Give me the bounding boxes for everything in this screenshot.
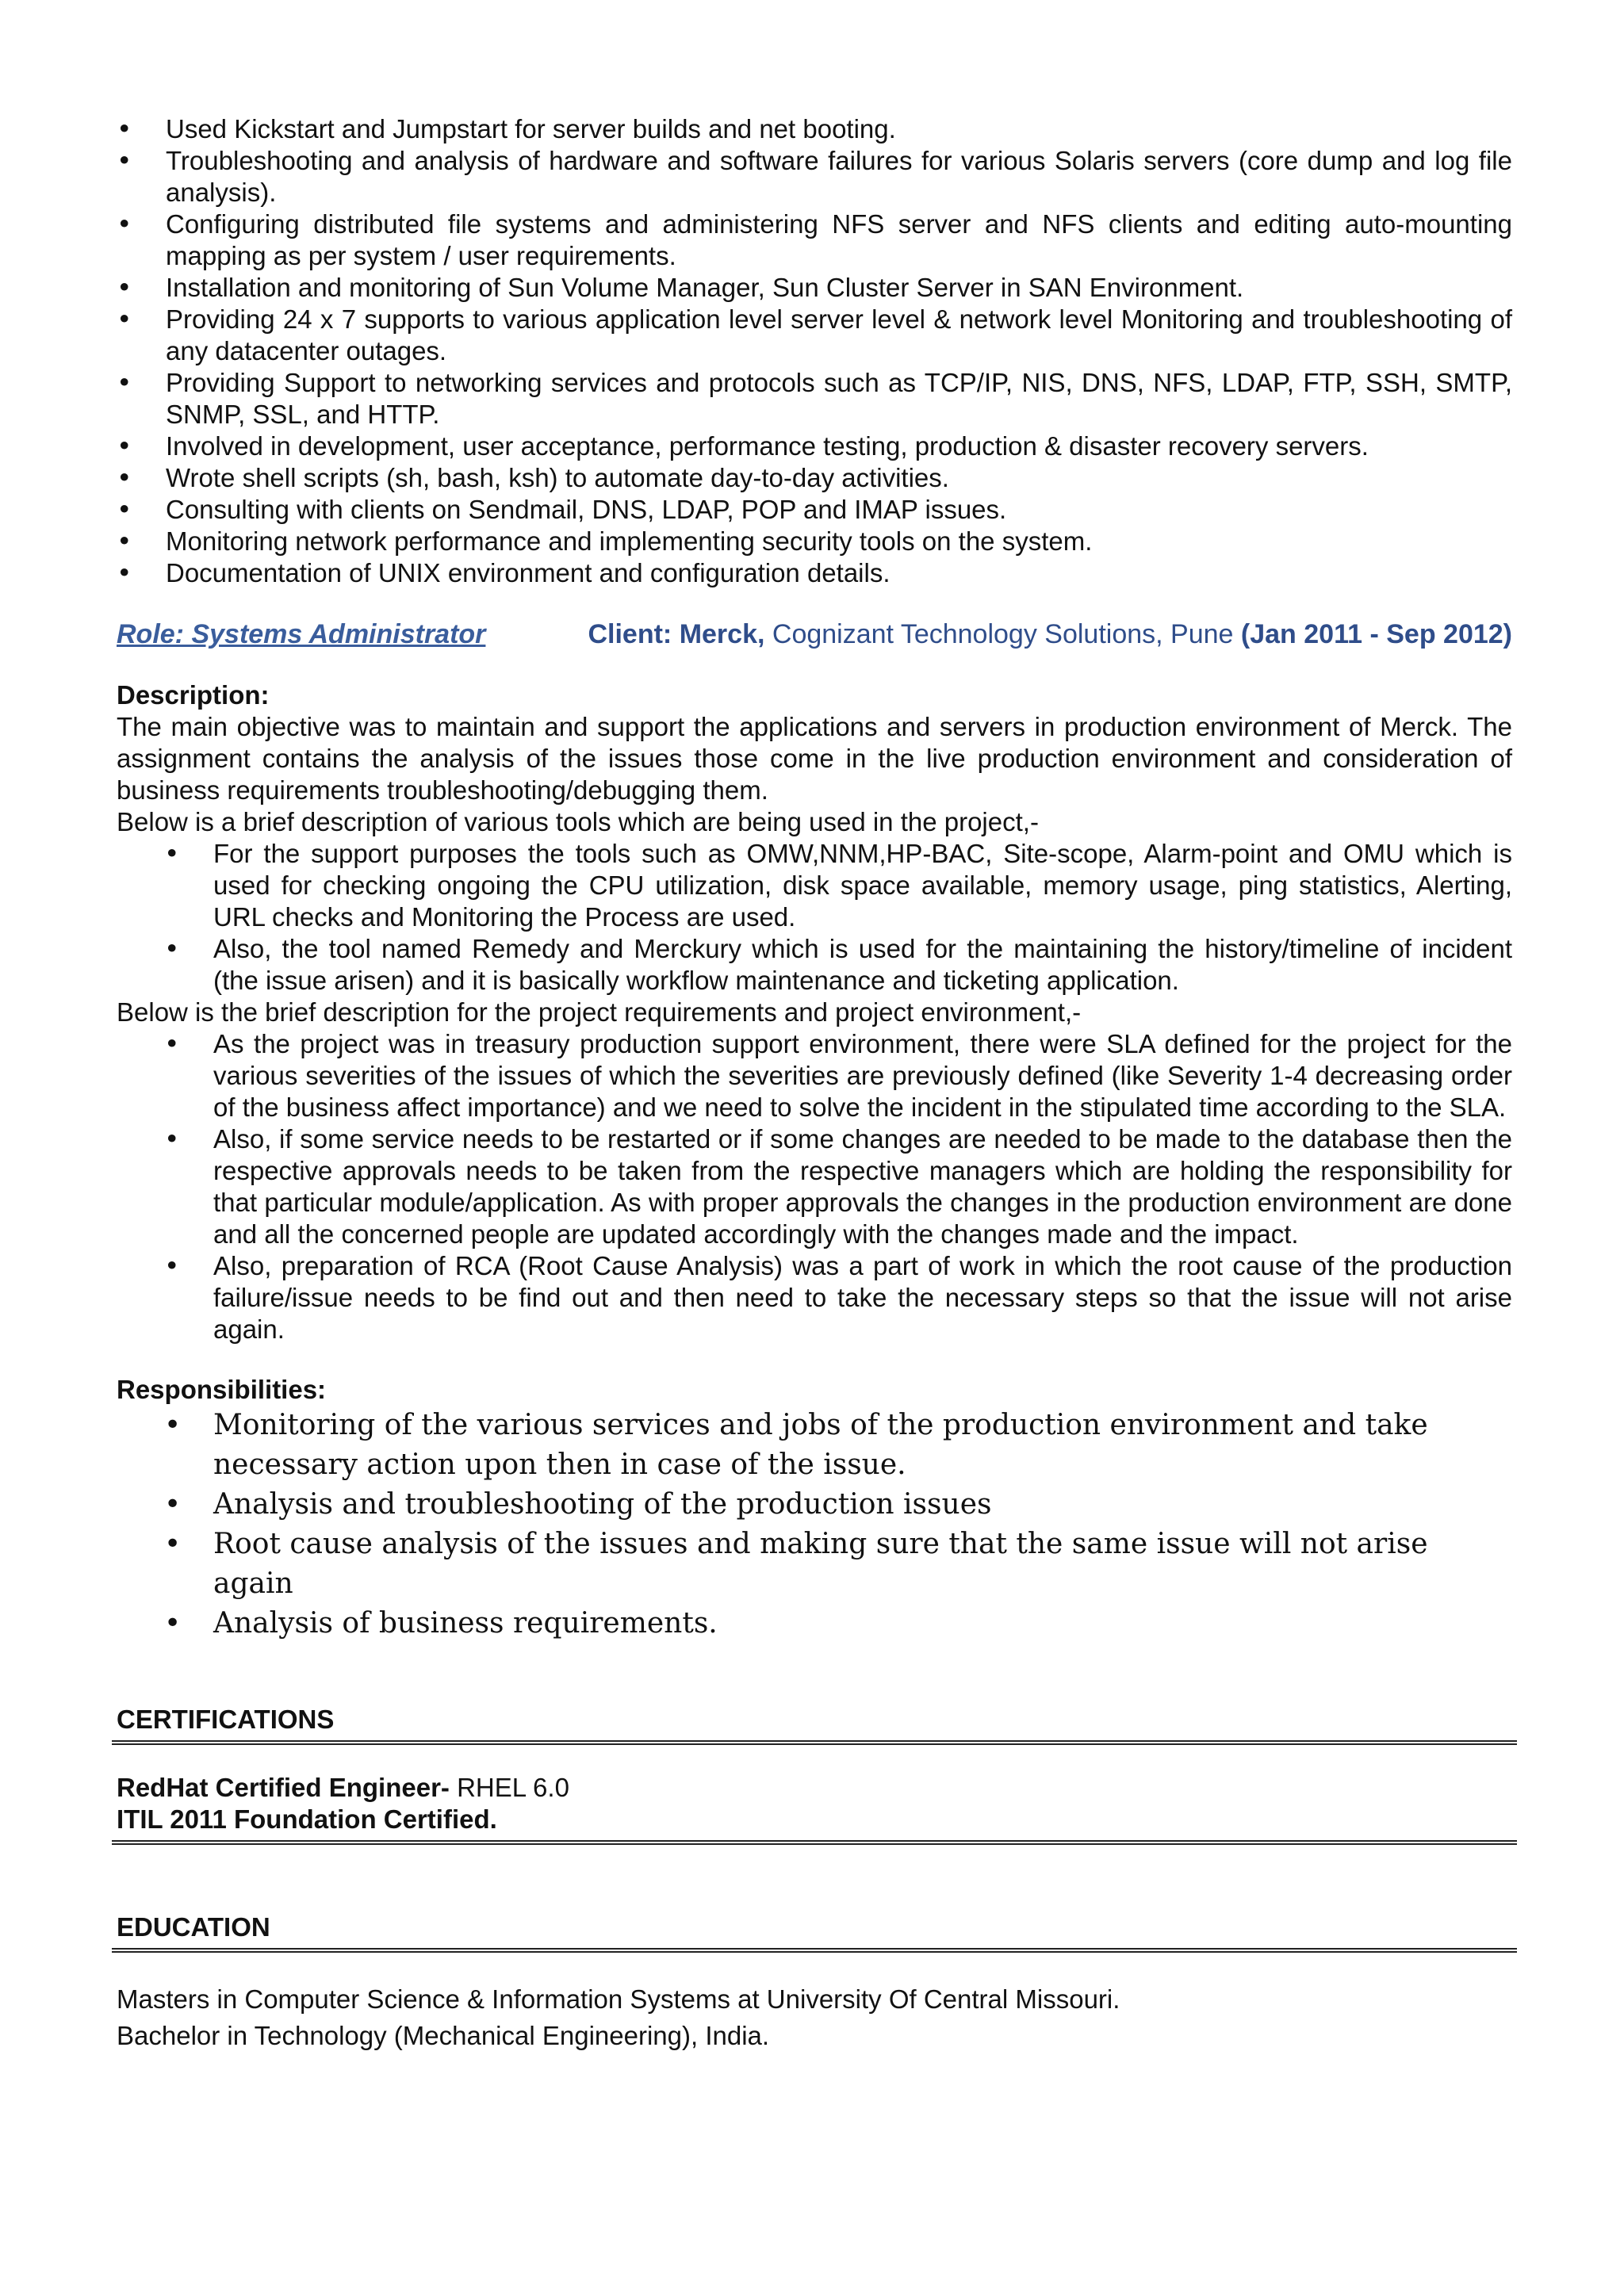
task-item: • Installation and monitoring of Sun Volume Manager, Sun Cluster Server in SAN Environment.	[117, 272, 1512, 304]
tools-list	[164, 838, 1512, 997]
responsibility-item: • Monitoring of the various services and jobs of the production environment and take necessary action upon then in case of the issue.	[164, 1406, 1512, 1485]
certification-rhce-label: RedHat Certified Engineer-	[117, 1773, 450, 1802]
requirements-item: • Also, if some service needs to be restarted or if some changes are needed to be made to the database then the respective approvals needs to be taken from the respective managers which are holding the responsibility for that particular module/application. As with proper approvals the changes in the production environment are done and all the concerned people are updated accordingly with the changes made and the impact.	[164, 1123, 1512, 1250]
requirements-item: • As the project was in treasury production support environment, there were SLA defined for the project for the various severities of the issues of which the severities are previously defined (like Severity 1-4 decreasing order of the business affect importance) and we need to solve the incident in the stipulated time according to the SLA.	[164, 1028, 1512, 1123]
certifications-list	[117, 1772, 1512, 1835]
certification-itil: ITIL 2011 Foundation Certified.	[117, 1804, 497, 1834]
task-list	[117, 113, 1512, 589]
section-divider	[112, 1840, 1517, 1845]
requirements-item: • Also, preparation of RCA (Root Cause Analysis) was a part of work in which the root cause of the production failure/issue needs to be find out and then need to take the necessary steps so that the issue will not arise again.	[164, 1250, 1512, 1345]
task-item: • Consulting with clients on Sendmail, DNS, LDAP, POP and IMAP issues.	[117, 494, 1512, 526]
company-name: Cognizant Technology Solutions, Pune	[772, 619, 1234, 649]
responsibility-item: • Analysis of business requirements.	[164, 1604, 1512, 1644]
task-item: • Configuring distributed file systems and administering NFS server and NFS clients and editing auto-mounting mapping as per system / user requirements.	[117, 209, 1512, 272]
client-line	[569, 618, 1512, 651]
task-item: • Used Kickstart and Jumpstart for server builds and net booting.	[117, 113, 1512, 145]
requirements-list	[164, 1028, 1512, 1345]
responsibilities-list	[164, 1406, 1512, 1644]
education-item: Masters in Computer Science & Information Systems at University Of Central Missouri.	[117, 1984, 1120, 2014]
task-item: • Documentation of UNIX environment and configuration details.	[117, 557, 1512, 589]
responsibility-item: • Analysis and troubleshooting of the production issues	[164, 1485, 1512, 1525]
certifications-heading: CERTIFICATIONS	[117, 1705, 335, 1734]
education-heading: EDUCATION	[117, 1912, 270, 1942]
responsibilities-heading: Responsibilities:	[117, 1375, 327, 1404]
description-intro: The main objective was to maintain and support the applications and servers in production environment of Merck. The assignment contains the analysis of the issues those come in the live production environment and consideration of business requirements troubleshooting/debugging them.	[117, 712, 1512, 805]
certification-rhce	[117, 1772, 1512, 1804]
task-item: • Troubleshooting and analysis of hardware and software failures for various Solaris servers (core dump and log file analysis).	[117, 145, 1512, 209]
education-item: Bachelor in Technology (Mechanical Engineering), India.	[117, 2021, 770, 2050]
role-title: Role: Systems Administrator	[117, 619, 486, 649]
responsibility-item: • Root cause analysis of the issues and making sure that the same issue will not arise again	[164, 1525, 1512, 1604]
task-item: • Providing Support to networking services and protocols such as TCP/IP, NIS, DNS, NFS, LDAP, FTP, SSH, SMTP, SNMP, SSL, and HTTP.	[117, 367, 1512, 430]
role-period: (Jan 2011 - Sep 2012)	[1240, 619, 1512, 649]
task-item: • Involved in development, user acceptance, performance testing, production & disaster recovery servers.	[117, 430, 1512, 462]
section-divider	[112, 1740, 1517, 1745]
requirements-intro: Below is the brief description for the project requirements and project environment,-	[117, 997, 1082, 1027]
certification-rhce-value: RHEL 6.0	[449, 1773, 569, 1802]
task-item: • Providing 24 x 7 supports to various application level server level & network level Monitoring and troubleshooting of any datacenter outages.	[117, 304, 1512, 367]
task-item: • Wrote shell scripts (sh, bash, ksh) to automate day-to-day activities.	[117, 462, 1512, 494]
description-heading: Description:	[117, 680, 270, 710]
tools-intro: Below is a brief description of various tools which are being used in the project,-	[117, 807, 1039, 836]
education-list	[117, 1981, 1512, 2054]
role-header	[117, 618, 1512, 651]
tools-item: • Also, the tool named Remedy and Merckury which is used for the maintaining the history/timeline of incident (the issue arisen) and it is basically workflow maintenance and ticketing application.	[164, 933, 1512, 997]
section-divider	[112, 1948, 1517, 1953]
task-item: • Monitoring network performance and implementing security tools on the system.	[117, 526, 1512, 557]
tools-item: • For the support purposes the tools such as OMW,NNM,HP-BAC, Site-scope, Alarm-point and OMU which is used for checking ongoing the CPU utilization, disk space available, memory usage, ping statistics, Alerting, URL checks and Monitoring the Process are used.	[164, 838, 1512, 933]
resume-content	[117, 113, 1512, 2054]
client-label: Client: Merck,	[588, 619, 765, 649]
